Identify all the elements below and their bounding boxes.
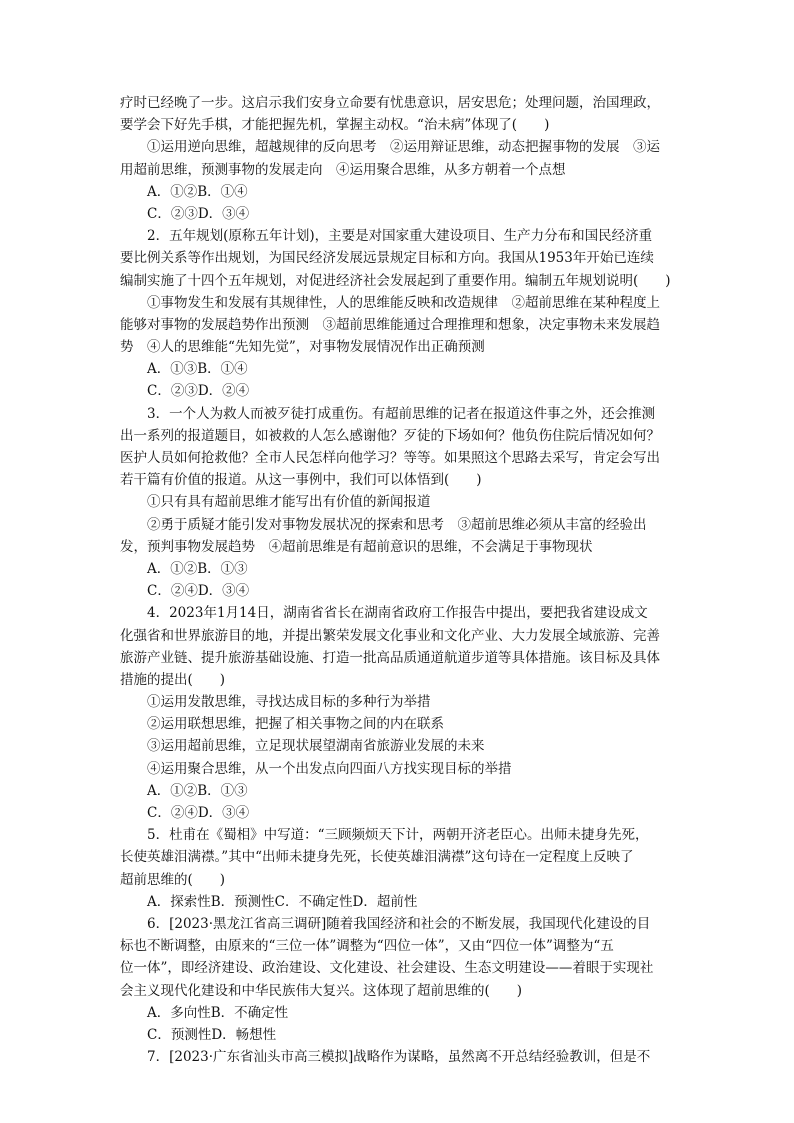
text-line: 会主义现代化建设和中华民族伟大复兴。这体现了超前思维的( )	[120, 982, 523, 999]
text-line: 编制实施了十四个五年规划，对促进经济社会发展起到了重要作用。编制五年规划说明( )	[120, 272, 671, 289]
text-line: ①运用逆向思维，超越规律的反向思考 ②运用辩证思维，动态把握事物的发展 ③运	[147, 139, 660, 156]
text-line: 出一系列的报道题目，如被救的人怎么感谢他？歹徒的下场如何？他负伤住院后情况如何？	[120, 427, 660, 444]
text-line: 用超前思维，预测事物的发展走向 ④运用聚合思维，从多方朝着一个点想	[120, 161, 566, 178]
text-line: ③运用超前思维，立足现状展望湖南省旅游业发展的未来	[147, 738, 485, 755]
text-line: 若干篇有价值的报道。从这一事例中，我们可以体悟到( )	[120, 472, 482, 489]
text-line: 势 ④人的思维能“先知先觉”，对事物发展情况作出正确预测	[120, 339, 485, 356]
text-line: 化强省和世界旅游目的地，并提出繁荣发展文化事业和文化产业、大力发展全域旅游、完善	[120, 627, 660, 644]
text-line: 4．2023年1月14日，湖南省省长在湖南省政府工作报告中提出，要把我省建设成文	[147, 605, 648, 622]
text-line: ②运用联想思维，把握了相关事物之间的内在联系	[147, 716, 444, 733]
text-line: 7．[2023·广东省汕头市高三模拟]战略作为谋略，虽然离不开总结经验教训，但是不	[147, 1049, 651, 1066]
text-line: 6．[2023·黑龙江省高三调研]随着我国经济和社会的不断发展，我国现代化建设的目	[147, 915, 651, 932]
text-line: 要学会下好先手棋，才能把握先机，掌握主动权。“治未病”体现了( )	[120, 117, 550, 134]
text-line: ②勇于质疑才能引发对事物发展状况的探索和思考 ③超前思维必须从丰富的经验出	[147, 516, 647, 533]
text-line: A．①③B．①④	[147, 361, 248, 378]
text-line: 超前思维的( )	[120, 871, 226, 888]
text-line: 标也不断调整，由原来的“三位一体”调整为“四位一体”，又由“四位一体”调整为“五	[120, 938, 614, 955]
text-line: 发，预判事物发展趋势 ④超前思维是有超前意识的思维，不会满足于事物现状	[120, 538, 593, 555]
text-line: 2．五年规划(原称五年计划)，主要是对国家重大建设项目、生产力分布和国民经济重	[147, 228, 653, 245]
text-line: 要比例关系等作出规划，为国民经济发展远景规定目标和方向。我国从1953年开始已连续	[120, 250, 654, 267]
text-line: C．②③D．③④	[147, 205, 250, 222]
text-line: 位一体”，即经济建设、政治建设、文化建设、社会建设、生态文明建设——着眼于实现社	[120, 960, 654, 977]
text-line: C．②④D．③④	[147, 805, 250, 821]
text-line: ①事物发生和发展有其规律性，人的思维能反映和改造规律 ②超前思维在某种程度上	[147, 294, 660, 311]
text-line: ①运用发散思维，寻找达成目标的多种行为举措	[147, 694, 431, 711]
text-line: A．①②B．①③	[147, 782, 248, 799]
text-line: A．①②B．①③	[147, 560, 248, 577]
text-line: 疗时已经晚了一步。这启示我们安身立命要有忧患意识，居安思危；处理问题，治国理政，	[120, 95, 660, 111]
text-line: 5．杜甫在《蜀相》中写道：“三顾频烦天下计，两朝开济老臣心。出师未捷身先死，	[147, 827, 649, 844]
text-line: C．②③D．②④	[147, 383, 250, 400]
question-text-body	[120, 92, 680, 1068]
text-line: ④运用聚合思维，从一个出发点向四面八方找实现目标的举措	[147, 760, 512, 777]
text-line: 医护人员如何抢救他？全市人民怎样向他学习？等等。如果照这个思路去采写，肯定会写出	[120, 450, 660, 466]
text-line: 措施的提出( )	[120, 671, 226, 688]
text-line: 长使英雄泪满襟。”其中“出师未捷身先死，长使英雄泪满襟”这句诗在一定程度上反映了	[120, 849, 634, 866]
text-line: C．②④D．③④	[147, 583, 250, 600]
text-line: 旅游产业链、提升旅游基础设施、打造一批高品质通道航道步道等具体措施。该目标及具体	[120, 649, 660, 666]
text-line: C．预测性D．畅想性	[147, 1026, 277, 1043]
text-line: A．①②B．①④	[147, 183, 248, 200]
text-line: 能够对事物的发展趋势作出预测 ③超前思维能通过合理推理和想象，决定事物未来发展趋	[120, 316, 660, 333]
text-line: 3．一个人为救人而被歹徒打成重伤。有超前思维的记者在报道这件事之外，还会推测	[147, 405, 656, 422]
text-line: A．多向性B．不确定性	[147, 1004, 289, 1021]
text-line: ①只有具有超前思维才能写出有价值的新闻报道	[147, 494, 431, 511]
text-line: A．探索性B．预测性C．不确定性D．超前性	[147, 893, 418, 910]
